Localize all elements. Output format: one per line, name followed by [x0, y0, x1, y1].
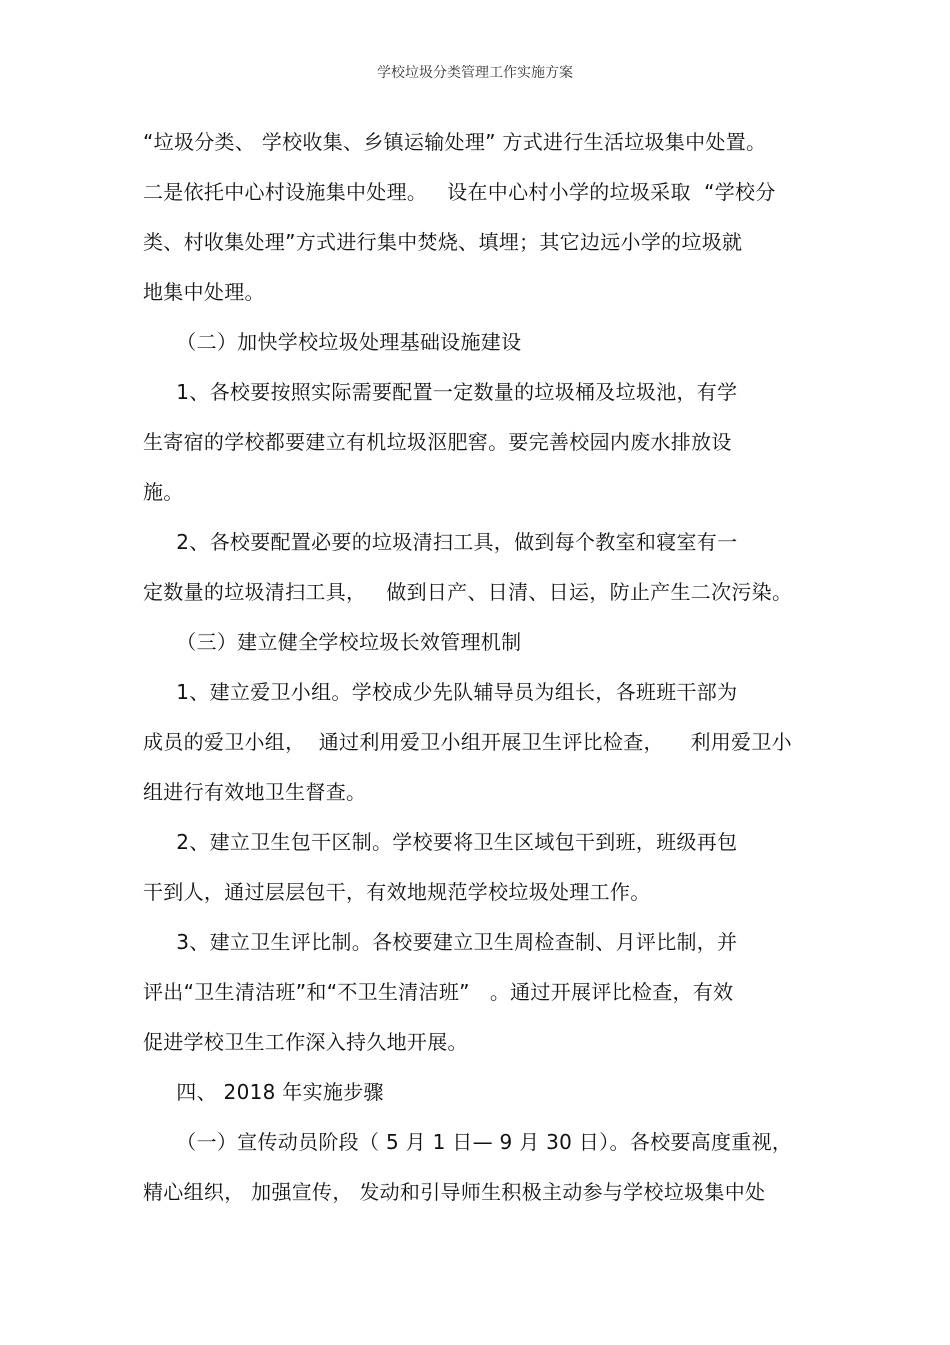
text-line: 1、建立爱卫小组。学校成少先队辅导员为组长，各班班干部为 — [143, 680, 738, 704]
section-heading: （三）建立健全学校垃圾长效管理机制 — [143, 630, 522, 654]
text-line: 组进行有效地卫生督查。 — [143, 780, 367, 804]
text-line: 二是依托中心村设施集中处理。 设在中心村小学的垃圾采取 “学校分 — [143, 180, 776, 204]
text-line: “垃圾分类、 学校收集、乡镇运输处理” 方式进行生活垃圾集中处置。 — [143, 130, 767, 154]
text-line: 类、村收集处理”方式进行集中焚烧、填埋；其它边远小学的垃圾就 — [143, 230, 743, 254]
text-line: 地集中处理。 — [143, 280, 265, 304]
text-line: 施。 — [143, 480, 184, 504]
section-heading: 四、 2018 年实施步骤 — [143, 1080, 384, 1104]
text-line: 定数量的垃圾清扫工具， 做到日产、日清、日运，防止产生二次污染。 — [143, 580, 793, 604]
page-header: 学校垃圾分类管理工作实施方案 — [377, 65, 573, 81]
text-line: 干到人，通过层层包干，有效地规范学校垃圾处理工作。 — [143, 880, 651, 904]
text-line: 成员的爱卫小组， 通过利用爱卫小组开展卫生评比检查， 利用爱卫小 — [143, 730, 792, 754]
text-line: 促进学校卫生工作深入持久地开展。 — [143, 1030, 468, 1054]
text-line: 2、建立卫生包干区制。学校要将卫生区域包干到班，班级再包 — [143, 830, 738, 854]
text-line: （一）宣传动员阶段（ 5 月 1 日— 9 月 30 日）。各校要高度重视， — [143, 1130, 793, 1154]
text-line: 2、各校要配置必要的垃圾清扫工具，做到每个教室和寝室有一 — [143, 530, 738, 554]
text-line: 评出“卫生清洁班”和“不卫生清洁班” 。通过开展评比检查，有效 — [143, 980, 734, 1004]
text-line: 生寄宿的学校都要建立有机垃圾沤肥窖。要完善校园内废水排放设 — [143, 430, 732, 454]
text-line: 3、建立卫生评比制。各校要建立卫生周检查制、月评比制，并 — [143, 930, 738, 954]
text-line: 1、各校要按照实际需要配置一定数量的垃圾桶及垃圾池，有学 — [143, 380, 738, 404]
text-line: 精心组织， 加强宣传， 发动和引导师生积极主动参与学校垃圾集中处 — [143, 1180, 766, 1204]
section-heading: （二）加快学校垃圾处理基础设施建设 — [143, 330, 522, 354]
